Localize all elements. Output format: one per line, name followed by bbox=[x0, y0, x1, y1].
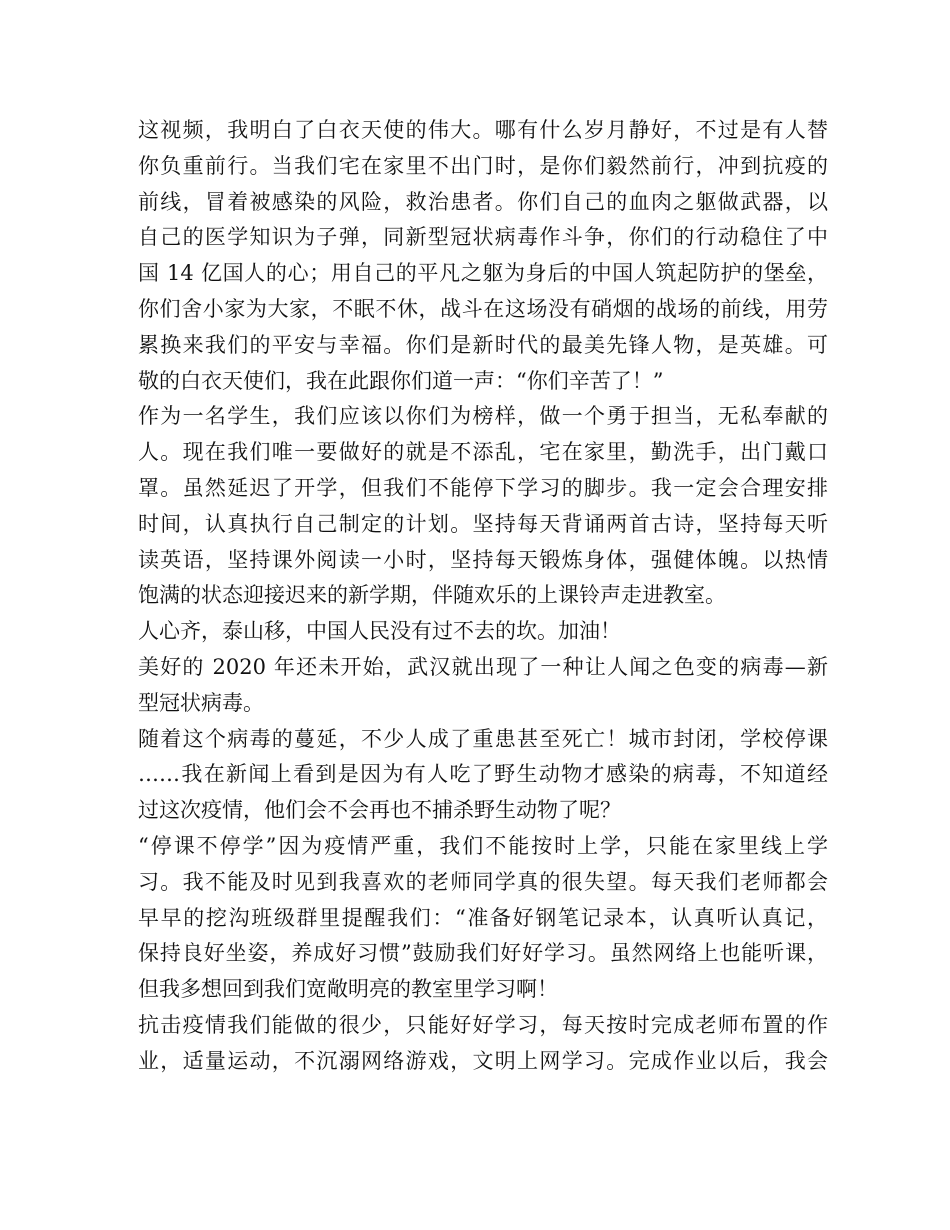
text-line: ……我在新闻上看到是因为有人吃了野生动物才感染的病毒，不知道经 bbox=[138, 762, 828, 787]
text-line: 这视频，我明白了白衣天使的伟大。哪有什么岁月静好，不过是有人替 bbox=[138, 118, 828, 142]
text-line: 饱满的状态迎接迟来的新学期，伴随欢乐的上课铃声走进教室。 bbox=[138, 583, 726, 608]
text-line: 抗击疫情我们能做的很少，只能好好学习，每天按时完成老师布置的作 bbox=[138, 1012, 828, 1037]
text-line: 国 14 亿国人的心；用自己的平凡之躯为身后的中国人筑起防护的堡垒， bbox=[138, 261, 828, 286]
text-line: 敬的白衣天使们，我在此跟你们道一声：“你们辛苦了！” bbox=[138, 368, 664, 393]
text-line: 读英语，坚持课外阅读一小时，坚持每天锻炼身体，强健体魄。以热情 bbox=[138, 547, 828, 572]
text-line: 你们舍小家为大家，不眠不休，战斗在这场没有硝烟的战场的前线，用劳 bbox=[138, 296, 828, 321]
text-line: “停课不停学”因为疫情严重，我们不能按时上学，只能在家里线上学 bbox=[138, 833, 828, 858]
text-line: 你负重前行。当我们宅在家里不出门时，是你们毅然前行，冲到抗疫的 bbox=[138, 153, 828, 178]
text-line: 美好的 2020 年还未开始，武汉就出现了一种让人闻之色变的病毒—新 bbox=[138, 654, 828, 679]
text-line: 过这次疫情，他们会不会再也不捕杀野生动物了呢？ bbox=[138, 798, 621, 823]
text-line: 人。现在我们唯一要做好的就是不添乱，宅在家里，勤洗手，出门戴口 bbox=[138, 440, 828, 465]
text-line: 业，适量运动，不沉溺网络游戏，文明上网学习。完成作业以后，我会 bbox=[138, 1048, 828, 1073]
text-line: 罩。虽然延迟了开学，但我们不能停下学习的脚步。我一定会合理安排 bbox=[138, 475, 828, 500]
text-line: 前线，冒着被感染的风险，救治患者。你们自己的血肉之躯做武器，以 bbox=[138, 189, 828, 214]
text-line: 保持良好坐姿，养成好习惯”鼓励我们好好学习。虽然网络上也能听课， bbox=[138, 941, 828, 966]
text-line: 作为一名学生，我们应该以你们为榜样，做一个勇于担当，无私奉献的 bbox=[138, 404, 828, 429]
text-line: 自己的医学知识为子弹，同新型冠状病毒作斗争，你们的行动稳住了中 bbox=[138, 225, 828, 250]
text-line: 时间，认真执行自己制定的计划。坚持每天背诵两首古诗，坚持每天听 bbox=[138, 511, 828, 536]
text-line: 早早的挖沟班级群里提醒我们：“准备好钢笔记录本，认真听认真记， bbox=[138, 905, 828, 930]
text-line: 人心齐，泰山移，中国人民没有过不去的坎。加油！ bbox=[138, 619, 621, 644]
body-text bbox=[138, 113, 828, 1080]
text-line: 但我多想回到我们宽敞明亮的教室里学习啊！ bbox=[138, 977, 558, 1002]
text-line: 型冠状病毒。 bbox=[138, 690, 264, 715]
text-line: 随着这个病毒的蔓延，不少人成了重患甚至死亡！城市封闭，学校停课 bbox=[138, 726, 828, 751]
text-line: 习。我不能及时见到我喜欢的老师同学真的很失望。每天我们老师都会 bbox=[138, 869, 828, 894]
text-line: 累换来我们的平安与幸福。你们是新时代的最美先锋人物，是英雄。可 bbox=[138, 332, 828, 357]
